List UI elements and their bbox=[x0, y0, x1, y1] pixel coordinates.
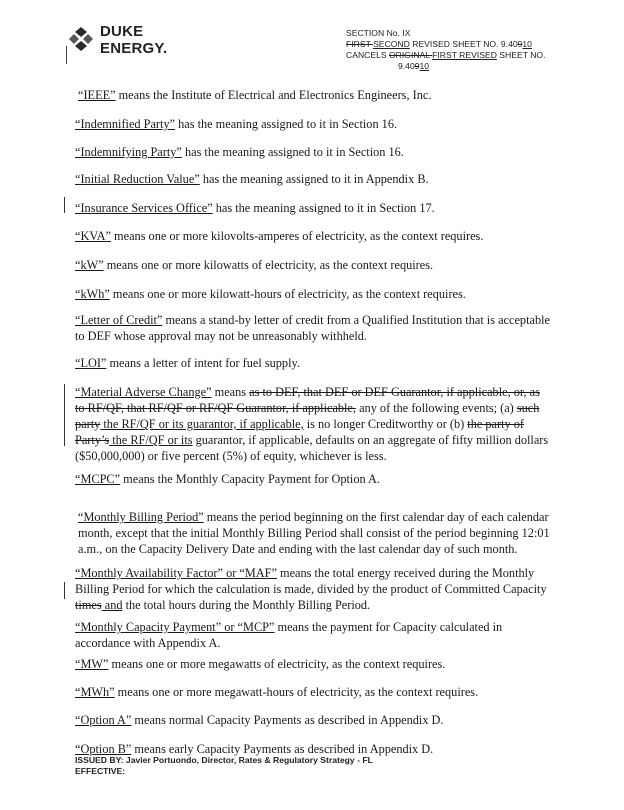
cancels-label: CANCELS bbox=[346, 50, 389, 60]
definition-text: means one or more kilowatts of electricity, as the context requires. bbox=[103, 258, 434, 272]
term: “Monthly Availability Factor” or “MAF” bbox=[75, 566, 277, 580]
term: “Indemnified Party” bbox=[75, 117, 176, 131]
definition-option-a bbox=[75, 712, 550, 728]
revision-mark bbox=[66, 46, 67, 64]
section-number: SECTION No. IX bbox=[346, 28, 411, 38]
definition-loi bbox=[75, 355, 550, 371]
definition-text: means one or more kilowatt-hours of electricity, as the context requires. bbox=[109, 287, 466, 301]
definition-text: means the period beginning on the first calendar day of each calendar month, except that the initial Monthly Billing Period shall consist of the period beginning 12:01 a.m., on the Capacity Delivery Date and ending with the last calendar day of such month. bbox=[78, 510, 550, 556]
term: “LOI” bbox=[75, 356, 107, 370]
definition-indemnified-party bbox=[75, 116, 550, 132]
deleted-text: the party of Party’s bbox=[75, 417, 524, 447]
cancels-text: SHEET NO. bbox=[496, 50, 546, 60]
definition-material-adverse-change bbox=[75, 384, 550, 464]
term: “kWh” bbox=[75, 287, 110, 301]
definition-initial-reduction-value bbox=[75, 171, 550, 187]
definition-letter-of-credit bbox=[75, 312, 550, 344]
definition-text: has the meaning assigned to it in Section 16. bbox=[175, 117, 398, 131]
definition-text: any of the following events; (a) bbox=[356, 401, 517, 415]
term: “MW” bbox=[75, 657, 109, 671]
change-bar bbox=[64, 197, 65, 213]
deleted-text: ORIGINAL bbox=[388, 50, 433, 60]
definition-text: has the meaning assigned to it in Section 17. bbox=[212, 201, 435, 215]
change-bar bbox=[64, 384, 65, 446]
definition-text: means the Monthly Capacity Payment for Option A. bbox=[120, 472, 380, 486]
definition-text: is no longer Creditworthy or (b) bbox=[303, 417, 468, 431]
definition-text: means the Institute of Electrical and Electronics Engineers, Inc. bbox=[115, 88, 432, 102]
inserted-text: 10 bbox=[419, 61, 430, 71]
definition-mwh bbox=[75, 684, 550, 700]
definition-monthly-availability-factor bbox=[75, 565, 550, 613]
definition-text: means a stand-by letter of credit from a Qualified Institution that is acceptable to DEF whose approval may not be unreasonably withheld. bbox=[75, 313, 550, 343]
term: “kW” bbox=[75, 258, 104, 272]
inserted-text: and bbox=[101, 598, 123, 612]
deleted-text: 9 bbox=[414, 61, 420, 71]
definition-indemnifying-party bbox=[75, 144, 550, 160]
definition-text: means early Capacity Payments as described in Appendix D. bbox=[131, 742, 434, 756]
definition-text: means the payment for Capacity calculated in accordance with Appendix A. bbox=[75, 620, 503, 650]
definition-ieee bbox=[78, 87, 553, 103]
definition-kw bbox=[75, 257, 550, 273]
duke-energy-logo bbox=[66, 20, 186, 68]
term: “Monthly Capacity Payment” or “MCP” bbox=[75, 620, 275, 634]
definition-mcpc bbox=[75, 471, 550, 487]
sheet-number-line bbox=[346, 39, 596, 50]
definition-kva bbox=[75, 228, 550, 244]
logo-line-2: ENERGY. bbox=[100, 40, 168, 57]
inserted-text: 10 bbox=[522, 39, 532, 49]
change-bar bbox=[64, 582, 65, 599]
term: “IEEE” bbox=[78, 88, 116, 102]
term: “Indemnifying Party” bbox=[75, 145, 182, 159]
term: “KVA” bbox=[75, 229, 111, 243]
definition-mw bbox=[75, 656, 550, 672]
inserted-text: the RF/QF or its bbox=[109, 433, 193, 447]
cancels-number: 9.40 bbox=[398, 61, 415, 71]
definition-text: means normal Capacity Payments as described in Appendix D. bbox=[131, 713, 444, 727]
term: “Insurance Services Office” bbox=[75, 201, 213, 215]
issued-by: ISSUED BY: Javier Portuondo, Director, Rates & Regulatory Strategy - FL bbox=[75, 755, 373, 765]
sheet-number-text: REVISED SHEET NO. 9.40 bbox=[409, 39, 518, 49]
inserted-text: the RF/QF or its guarantor, if applicable, bbox=[100, 417, 304, 431]
deleted-text: as to DEF, that DEF or DEF Guarantor, if applicable, or, as to RF/QF, that RF/QF or RF/QF Guarantor, if applicable, bbox=[75, 385, 540, 415]
issuance-footer bbox=[75, 755, 373, 777]
logo-wordmark bbox=[100, 23, 167, 57]
definition-monthly-billing-period bbox=[78, 509, 553, 557]
definition-text: guarantor, if applicable, defaults on an aggregate of fifty million dollars ($50,000,000) or five percent (5%) of equity, whichever is less. bbox=[75, 433, 549, 463]
term: “Material Adverse Change” bbox=[75, 385, 212, 399]
term: “Option A” bbox=[75, 713, 132, 727]
definition-kwh bbox=[75, 286, 550, 302]
sheet-header bbox=[346, 28, 596, 72]
definition-text: means the total energy received during the Monthly Billing Period for which the calculation is made, divided by the product of Committed Capacity bbox=[75, 566, 547, 596]
inserted-text: SECOND bbox=[373, 39, 410, 49]
definition-text: means bbox=[211, 385, 250, 399]
definition-text: means one or more kilovolts-amperes of electricity, as the context requires. bbox=[110, 229, 484, 243]
duke-energy-logo-mark-icon bbox=[66, 24, 96, 54]
term: “Option B” bbox=[75, 742, 132, 756]
inserted-text: FIRST REVISED bbox=[432, 50, 497, 60]
definition-text: has the meaning assigned to it in Section 16. bbox=[181, 145, 404, 159]
cancels-number-line bbox=[346, 61, 596, 72]
term: “Letter of Credit” bbox=[75, 313, 163, 327]
cancels-line bbox=[346, 50, 596, 61]
definition-text: the total hours during the Monthly Billing Period. bbox=[122, 598, 371, 612]
term: “Initial Reduction Value” bbox=[75, 172, 200, 186]
deleted-text: 9 bbox=[517, 39, 523, 49]
definition-monthly-capacity-payment bbox=[75, 619, 550, 651]
term: “MCPC” bbox=[75, 472, 121, 486]
effective-date: EFFECTIVE: bbox=[75, 766, 126, 776]
deleted-text: such party bbox=[75, 401, 540, 431]
definition-text: means one or more megawatts of electricity, as the context requires. bbox=[108, 657, 446, 671]
deleted-text: times bbox=[75, 598, 102, 612]
definition-text: means a letter of intent for fuel supply. bbox=[106, 356, 300, 370]
logo-line-1: DUKE bbox=[100, 23, 144, 40]
definition-insurance-services-office bbox=[75, 200, 550, 216]
deleted-text: FIRST bbox=[346, 39, 374, 49]
definition-text: means one or more megawatt-hours of electricity, as the context requires. bbox=[114, 685, 479, 699]
term: “MWh” bbox=[75, 685, 115, 699]
definition-text: has the meaning assigned to it in Appendix B. bbox=[199, 172, 429, 186]
term: “Monthly Billing Period” bbox=[78, 510, 204, 524]
